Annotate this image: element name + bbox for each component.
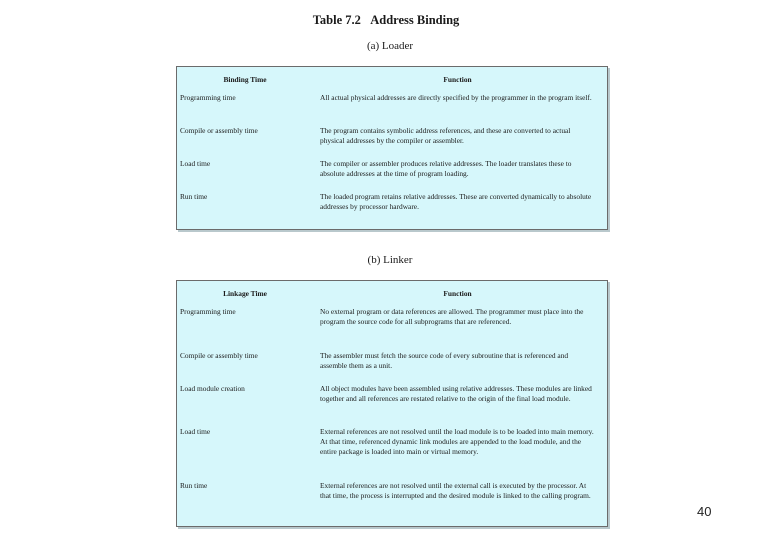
table-row bbox=[177, 307, 607, 351]
row-time: Compile or assembly time bbox=[180, 351, 258, 360]
loader-subtitle: (a) Loader bbox=[366, 40, 414, 52]
row-function: All object modules have been assembled using relative addresses. These modules are linked together and all references are restated relative to the origin of the final load module. bbox=[320, 384, 592, 404]
row-function: No external program or data references are allowed. The programmer must place into the program the source code for all subprograms that are referenced. bbox=[320, 307, 584, 327]
table-row bbox=[177, 93, 607, 126]
page-number: 40 bbox=[697, 504, 712, 519]
table-label: Table 7.2 bbox=[312, 13, 361, 27]
row-time: Programming time bbox=[180, 307, 236, 316]
row-time: Load module creation bbox=[180, 384, 245, 393]
table-row bbox=[177, 351, 607, 384]
row-time: Run time bbox=[180, 481, 208, 490]
row-time: Programming time bbox=[180, 93, 236, 102]
row-function: External references are not resolved until the load module is to be loaded into main memory. At that time, referenced dynamic link modules are appended to the load module, and the entire package is loaded into main or virtual memory. bbox=[320, 427, 594, 457]
row-time: Compile or assembly time bbox=[180, 126, 258, 135]
column-header-function: Function bbox=[443, 288, 472, 298]
loader-table bbox=[177, 67, 607, 212]
table-row bbox=[177, 481, 607, 501]
linker-table bbox=[177, 281, 607, 501]
column-header-function: Function bbox=[443, 74, 472, 84]
table-row bbox=[177, 384, 607, 427]
table-title-text: Address Binding bbox=[370, 13, 460, 27]
column-header-binding-time: Binding Time bbox=[223, 74, 267, 84]
table-title bbox=[0, 13, 780, 28]
row-time: Load time bbox=[180, 427, 211, 436]
loader-table-panel bbox=[176, 66, 608, 230]
row-time: Load time bbox=[180, 159, 211, 168]
row-function: All actual physical addresses are directly specified by the programmer in the program itself. bbox=[320, 93, 592, 102]
table-row bbox=[177, 192, 607, 212]
column-header-linkage-time: Linkage Time bbox=[223, 288, 267, 298]
linker-table-panel bbox=[176, 280, 608, 527]
row-function: The compiler or assembler produces relative addresses. The loader translates these to absolute addresses at the time of program loading. bbox=[320, 159, 572, 179]
table-row bbox=[177, 159, 607, 192]
table-row bbox=[177, 126, 607, 159]
row-function: The loaded program retains relative addresses. These are converted dynamically to absolute addresses by processor hardware. bbox=[320, 192, 592, 212]
table-header-row bbox=[177, 281, 607, 307]
table-header-row bbox=[177, 67, 607, 93]
row-function: The program contains symbolic address references, and these are converted to actual physical addresses by the compiler or assembler. bbox=[320, 126, 571, 146]
row-function: External references are not resolved until the external call is executed by the processor. At that time, the process is interrupted and the desired module is linked to the calling program. bbox=[320, 481, 591, 501]
table-row bbox=[177, 427, 607, 481]
linker-subtitle: (b) Linker bbox=[367, 254, 413, 266]
row-function: The assembler must fetch the source code of every subroutine that is referenced and assemble them as a unit. bbox=[320, 351, 569, 371]
row-time: Run time bbox=[180, 192, 208, 201]
